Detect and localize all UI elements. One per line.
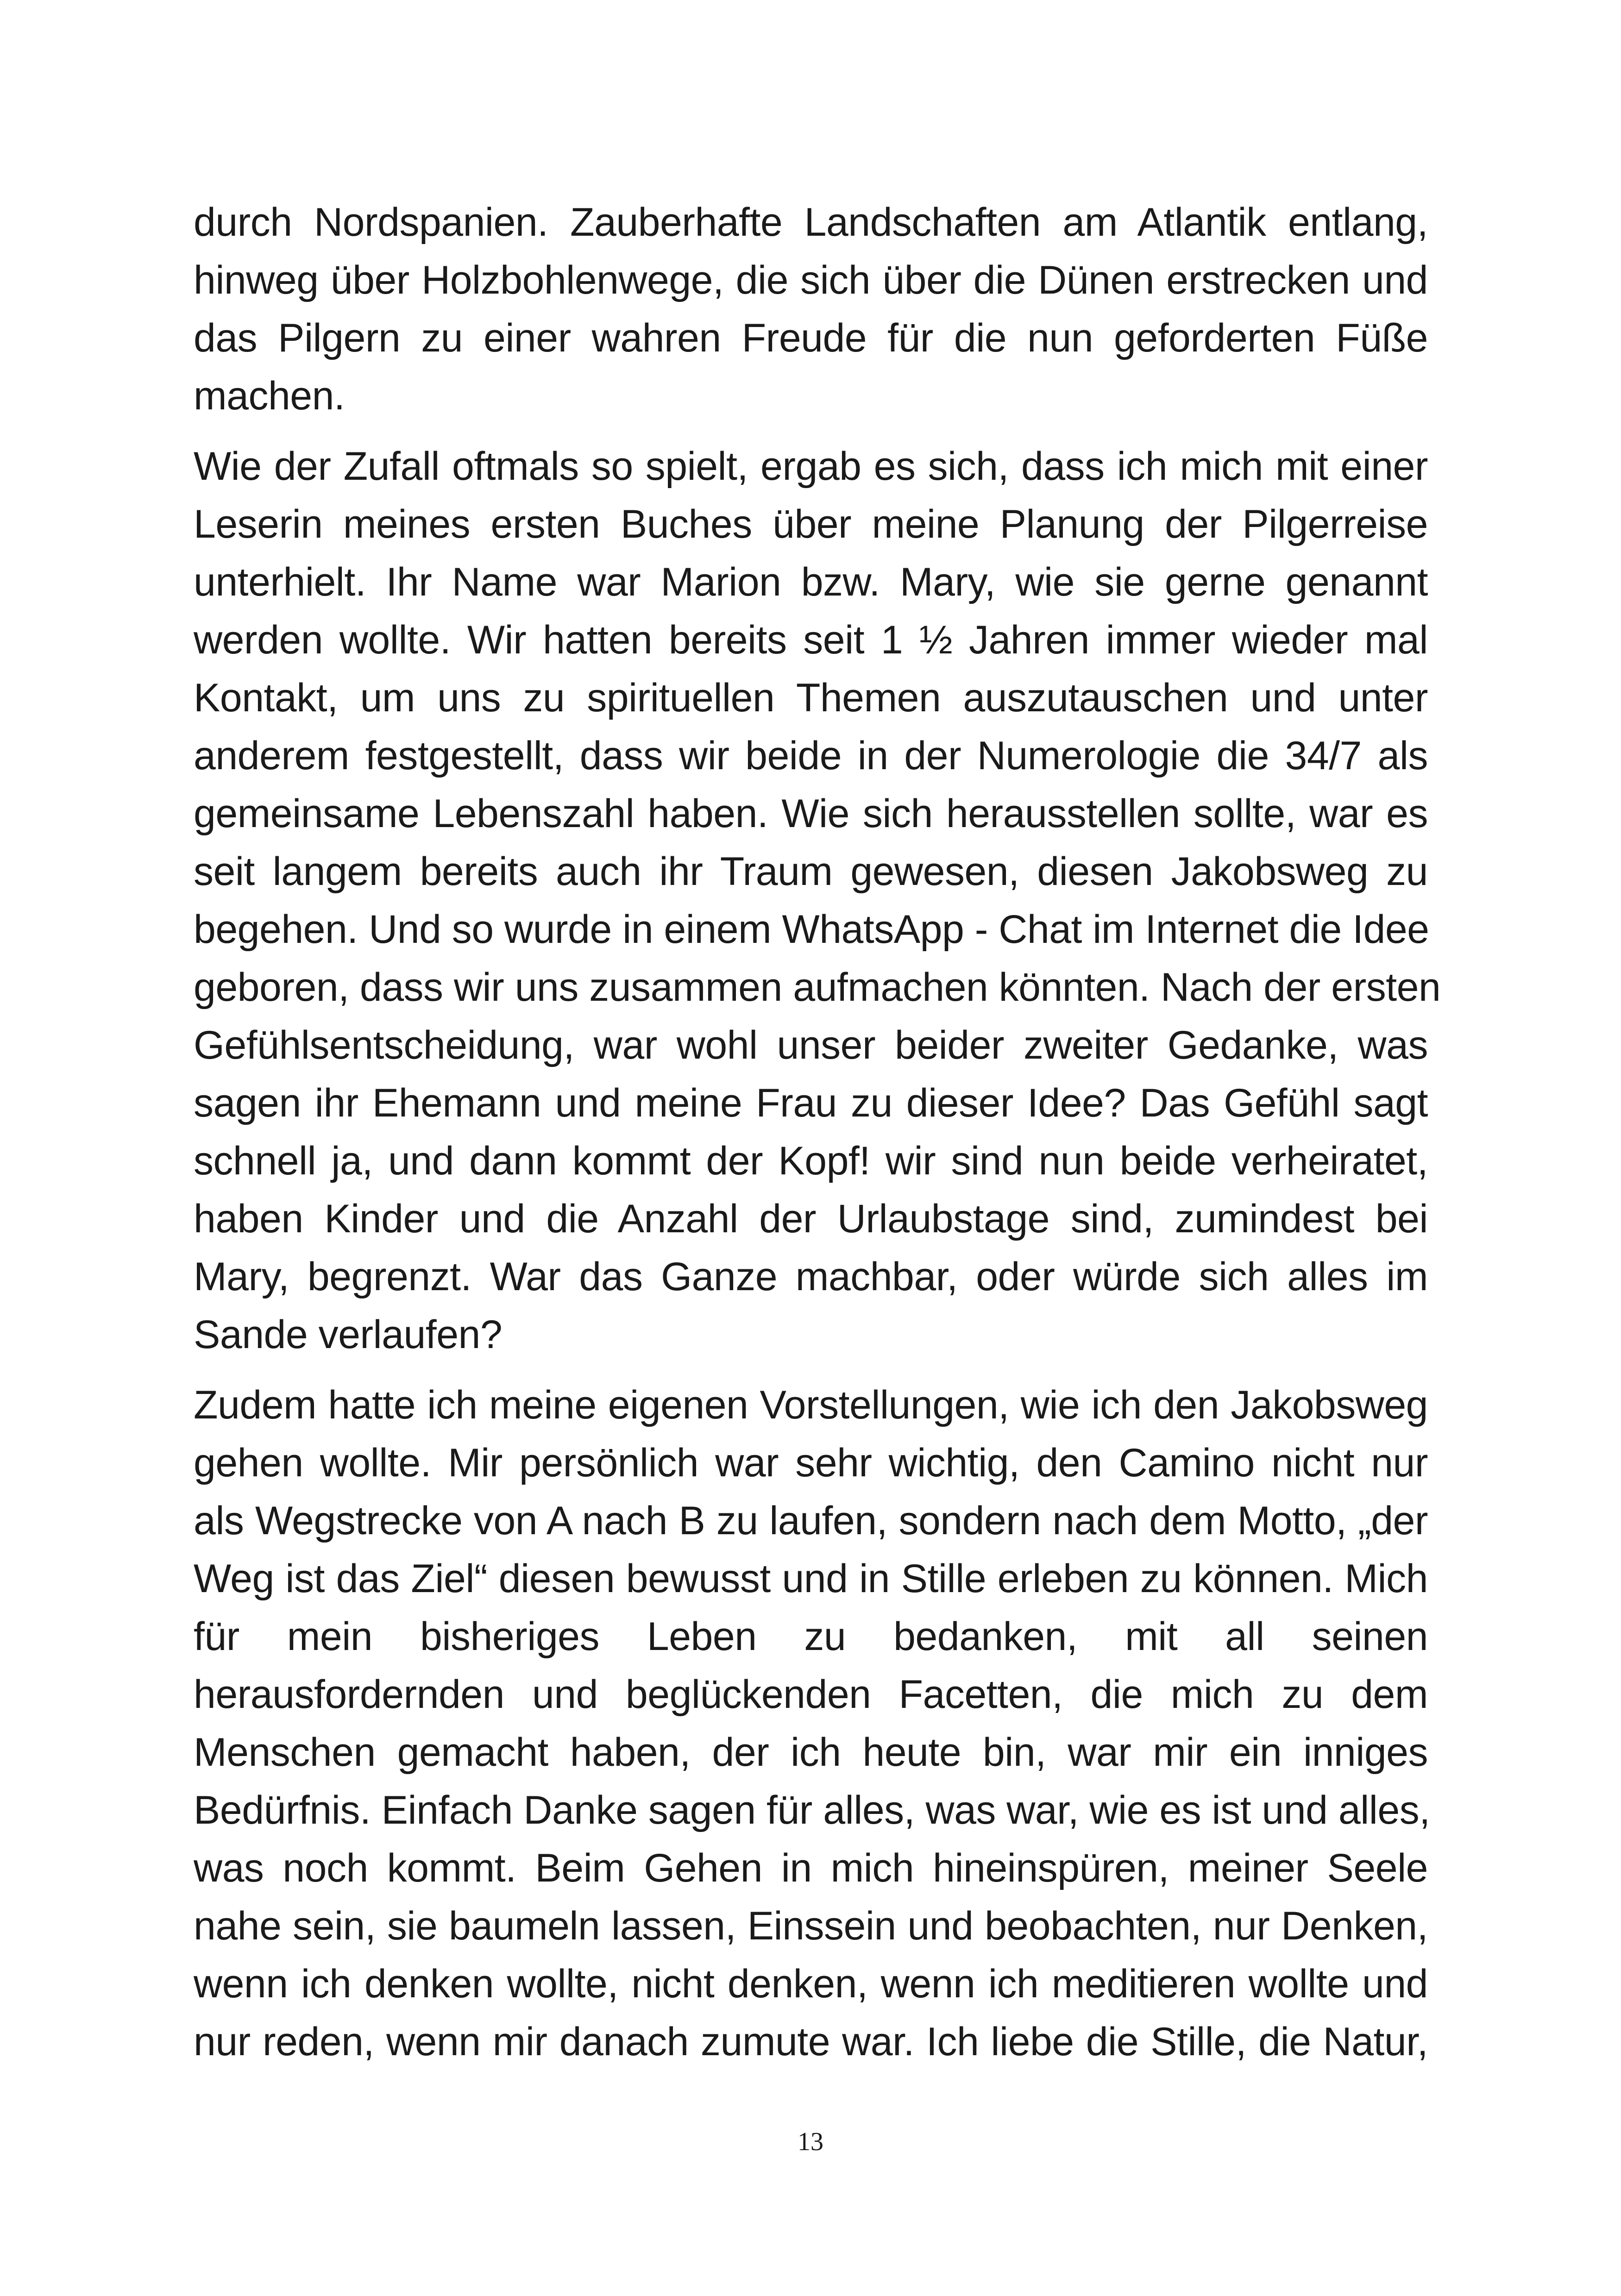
text-line: herausfordernden und beglückenden Facetten, die mich zu dem — [194, 1672, 1428, 1717]
text-line: machen. — [194, 374, 345, 418]
text-line: gemeinsame Lebenszahl haben. Wie sich herausstellen sollte, war es — [194, 791, 1428, 836]
text-line: Leserin meines ersten Buches über meine Planung der Pilgerreise — [194, 502, 1428, 546]
paragraph-3 — [194, 1376, 1428, 2071]
text-line: nahe sein, sie baumeln lassen, Einssein und beobachten, nur Denken, — [194, 1904, 1428, 1948]
text-line: als Wegstrecke von A nach B zu laufen, sondern nach dem Motto, „der — [194, 1499, 1428, 1543]
text-line: Kontakt, um uns zu spirituellen Themen auszutauschen und unter — [194, 676, 1428, 720]
text-line: gehen wollte. Mir persönlich war sehr wichtig, den Camino nicht nur — [194, 1441, 1428, 1485]
text-line: Menschen gemacht haben, der ich heute bin, war mir ein inniges — [194, 1730, 1428, 1775]
text-line: seit langem bereits auch ihr Traum gewesen, diesen Jakobsweg zu — [194, 849, 1428, 894]
text-line: unterhielt. Ihr Name war Marion bzw. Mary, wie sie gerne genannt — [194, 560, 1428, 604]
text-line: geboren, dass wir uns zusammen aufmachen könnten. Nach der ersten — [194, 965, 1441, 1010]
text-line: hinweg über Holzbohlenwege, die sich über die Dünen erstrecken und — [194, 258, 1428, 302]
paragraph-1 — [194, 194, 1428, 425]
text-line: Wie der Zufall oftmals so spielt, ergab es sich, dass ich mich mit einer — [194, 444, 1428, 489]
text-line: durch Nordspanien. Zauberhafte Landschaften am Atlantik entlang, — [194, 200, 1428, 245]
body-text — [194, 194, 1441, 2083]
text-line: haben Kinder und die Anzahl der Urlaubstage sind, zumindest bei — [194, 1197, 1428, 1241]
text-line: Bedürfnis. Einfach Danke sagen für alles, was war, wie es ist und alles, — [194, 1788, 1430, 1832]
text-line: schnell ja, und dann kommt der Kopf! wir sind nun beide verheiratet, — [194, 1139, 1428, 1183]
text-line: was noch kommt. Beim Gehen in mich hineinspüren, meiner Seele — [194, 1846, 1428, 1890]
text-line: anderem festgestellt, dass wir beide in der Numerologie die 34/7 als — [194, 734, 1428, 778]
text-line: für mein bisheriges Leben zu bedanken, mit all seinen — [194, 1614, 1428, 1659]
text-line: Sande verlaufen? — [194, 1312, 503, 1357]
text-line: wenn ich denken wollte, nicht denken, wenn ich meditieren wollte und — [194, 1962, 1428, 2006]
page-number: 13 — [798, 2127, 823, 2156]
text-line: das Pilgern zu einer wahren Freude für die nun geforderten Füße — [194, 316, 1428, 360]
text-line: werden wollte. Wir hatten bereits seit 1 ½ Jahren immer wieder mal — [194, 618, 1428, 662]
text-line: nur reden, wenn mir danach zumute war. Ich liebe die Stille, die Natur, — [194, 2020, 1428, 2064]
text-line: Gefühlsentscheidung, war wohl unser beider zweiter Gedanke, was — [194, 1023, 1428, 1067]
text-line: Mary, begrenzt. War das Ganze machbar, oder würde sich alles im — [194, 1255, 1428, 1299]
paragraph-2 — [194, 438, 1441, 1364]
text-line: sagen ihr Ehemann und meine Frau zu dieser Idee? Das Gefühl sagt — [194, 1081, 1428, 1125]
text-line: Weg ist das Ziel“ diesen bewusst und in Stille erleben zu können. Mich — [194, 1556, 1428, 1601]
text-line: Zudem hatte ich meine eigenen Vorstellungen, wie ich den Jakobsweg — [194, 1383, 1428, 1427]
text-line: begehen. Und so wurde in einem WhatsApp - Chat im Internet die Idee — [194, 907, 1429, 952]
